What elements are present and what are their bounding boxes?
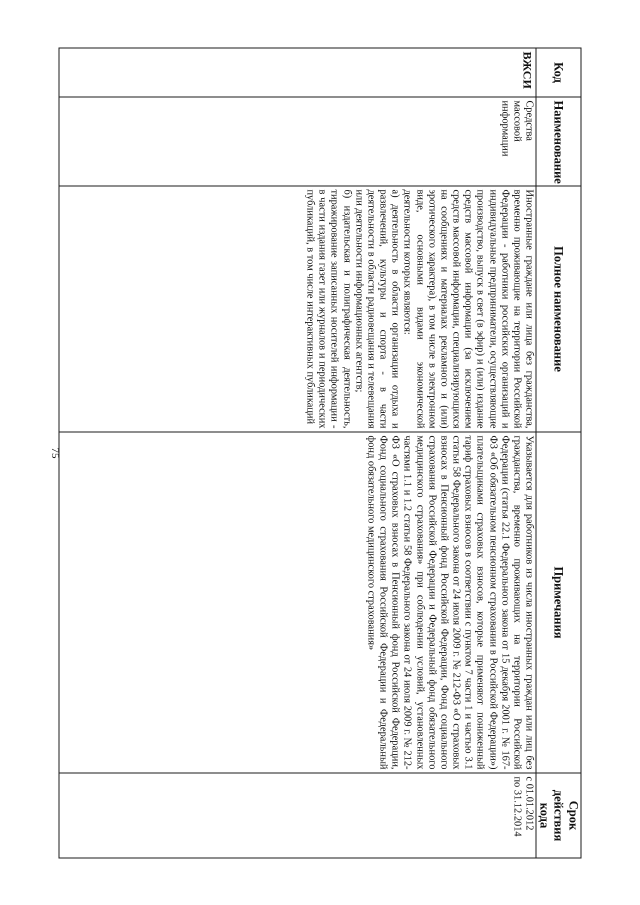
header-term: Срок действия кода: [536, 773, 581, 858]
header-code: Код: [536, 48, 581, 97]
cell-notes: Указывается для работников из числа иностранных граждан или лиц без гражданства, временно проживающих на территории Российской Федерации (статья 22.1 Федерального закона от 15 декабря 2001 г. № 167-ФЗ «Об обязательном пенсионном страховании в Российской Федерации») плательщиками страховых взносов, которые применяют пониженный тариф страховых взносов в соответствии с пунктом 7 части 1 и частью 3.1 статьи 58 Федерального закона от 24 июля 2009 г. № 212-ФЗ «О страховых взносах в Пенсионный фонд Российской Федерации, Фонд социального страхования Российской Федерации и Федеральный фонд обязательного медицинского страхования» при соблюдении условий, установленных частями 1.1 и 1.2 статьи 58 Федерального закона от 24 июля 2009 г. № 212-ФЗ «О страховых взносах в Пенсионный фонд Российской Федерации, Фонд социального страхования Российской Федерации и Федеральный фонд обязательного медицинского страхования»: [59, 432, 536, 773]
header-name: Наименование: [536, 97, 581, 186]
codes-table: [59, 48, 582, 859]
header-notes: Примечания: [536, 432, 581, 773]
full-name-item-b: б) издательская и полиграфическая деятельность, тиражирование записанных носителей информации - в части издания газет или журналов и периодических публикаций, в том числе интерактивных публикаций: [304, 189, 353, 429]
cell-code: ВЖСИ: [59, 48, 536, 97]
term-from: с 01.01.2012: [523, 776, 535, 831]
cell-full-name: [59, 186, 536, 432]
term-to: по 31.12.2014: [511, 776, 523, 837]
table-row: [59, 48, 536, 858]
full-name-item-a: а) деятельность в области организации отдыха и развлечений, культуры и спорта - в части деятельности в области радиовещания и телевещания или деятельности информационных агентств;: [353, 189, 401, 429]
full-name-intro: Иностранные граждане или лица без гражданства, временно проживающие на территории Российской Федерации - работники российских организаций и индивидуальные предприниматели, осуществляющие производство, выпуск в свет (в эфир) и (или) издание средств массовой информации (за исключением средств массовой информации, специализирующихся на сообщениях и материалах рекламного и (или) эротического характера), в том числе в электронном виде, основными видами экономической деятельности которых являются:: [401, 189, 535, 429]
cell-term: [59, 773, 536, 858]
table-header-row: [536, 48, 581, 858]
page-number-text: 75: [49, 447, 61, 459]
cell-name: Средства массовой информации: [59, 97, 536, 186]
header-full-name: Полное наименование: [536, 186, 581, 432]
